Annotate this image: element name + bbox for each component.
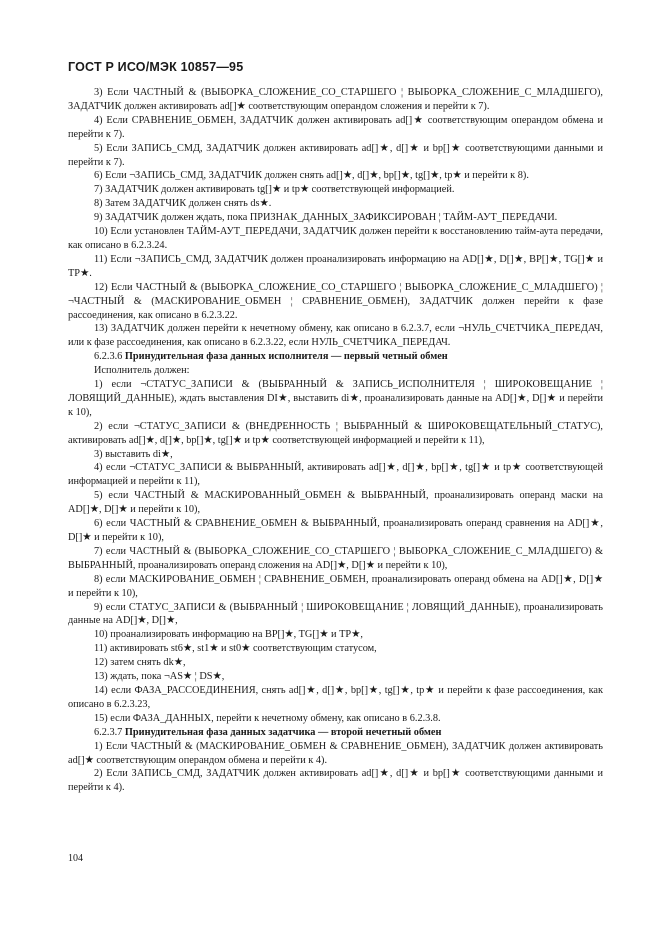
paragraph: 4) если ¬СТАТУС_ЗАПИСИ & ВЫБРАННЫЙ, активировать ad[]★, d[]★, bp[]★, tg[]★ и tp★ соответствующей информацией и перейти к 11), (68, 462, 603, 488)
paragraph: 11) Если ¬ЗАПИСЬ_СМД, ЗАДАТЧИК должен проанализировать информацию на AD[]★, D[]★, BP[]★, TG[]★ и TP★. (68, 253, 603, 279)
paragraph: 8) если МАСКИРОВАНИЕ_ОБМЕН ¦ СРАВНЕНИЕ_ОБМЕН, проанализировать операнд обмена на AD[]★, D[]★ и перейти к 10), (68, 573, 603, 599)
paragraph: 6) Если ¬ЗАПИСЬ_СМД, ЗАДАТЧИК должен снять ad[]★, d[]★, bp[]★, tg[]★, tp★ и перейти к 8). (94, 170, 529, 182)
section-title: Принудительная фаза данных задатчика — второй нечетный обмен (124, 726, 442, 738)
section-number: 6.2.3.7 (94, 726, 123, 738)
paragraph: 1) Если ЧАСТНЫЙ & (МАСКИРОВАНИЕ_ОБМЕН & СРАВНЕНИЕ_ОБМЕН), ЗАДАТЧИК должен активировать ad[]★ соответствующим операндом обмена и перейти к 4). (68, 740, 603, 766)
section-title: Принудительная фаза данных исполнителя — первый четный обмен (124, 351, 448, 363)
paragraph: 11) активировать st6★, st1★ и st0★ соответствующим статусом, (94, 643, 377, 655)
paragraph: 4) Если СРАВНЕНИЕ_ОБМЕН, ЗАДАТЧИК должен активировать ad[]★ соответствующим операндом обмена и перейти к 7). (68, 114, 603, 140)
paragraph: 14) если ФАЗА_РАССОЕДИНЕНИЯ, снять ad[]★, d[]★, bp[]★, tg[]★, tp★ и перейти к фазе рассоединения, как описано в 6.2.3.23, (68, 684, 603, 710)
paragraph: 12) затем снять dk★, (94, 657, 186, 669)
section-heading (68, 726, 603, 740)
paragraph: 9) если СТАТУС_ЗАПИСИ & (ВЫБРАННЫЙ ¦ ШИРОКОВЕЩАНИЕ ¦ ЛОВЯЩИЙ_ДАННЫЕ), проанализировать данные на AD[]★, D[]★, (68, 601, 603, 627)
paragraph: 5) если ЧАСТНЫЙ & МАСКИРОВАННЫЙ_ОБМЕН & ВЫБРАННЫЙ, проанализировать операнд маски на AD[]★, D[]★ и перейти к 10), (68, 490, 603, 516)
document-body (68, 86, 603, 795)
paragraph: 10) проанализировать информацию на BP[]★, TG[]★ и TP★, (94, 629, 363, 641)
paragraph: Исполнитель должен: (94, 365, 190, 377)
page-number: 104 (68, 853, 83, 864)
section-number: 6.2.3.6 (94, 351, 123, 363)
paragraph: 8) Затем ЗАДАТЧИК должен снять ds★. (94, 198, 272, 210)
paragraph: 6) если ЧАСТНЫЙ & СРАВНЕНИЕ_ОБМЕН & ВЫБРАННЫЙ, проанализировать операнд сравнения на AD[]★, D[]★ и перейти к 10), (68, 518, 603, 543)
paragraph: 15) если ФАЗА_ДАННЫХ, перейти к нечетному обмену, как описано в 6.2.3.8. (94, 712, 441, 724)
paragraph: 1) если ¬СТАТУС_ЗАПИСИ & (ВЫБРАННЫЙ & ЗАПИСЬ_ИСПОЛНИТЕЛЯ ¦ ШИРОКОВЕЩАНИЕ ¦ ЛОВЯЩИЙ_ДАННЫЕ), ждать выставления DI★, выставить di★, проанализировать данные на AD[]★, D[]★ и перейти к 10), (68, 379, 603, 418)
paragraph: 5) Если ЗАПИСЬ_СМД, ЗАДАТЧИК должен активировать ad[]★, d[]★ и bp[]★ соответствующими данными и перейти к 7). (68, 142, 603, 168)
paragraph: 13) ЗАДАТЧИК должен перейти к нечетному обмену, как описано в 6.2.3.7, если ¬НУЛЬ_СЧЕТЧИКА_ПЕРЕДАЧ, или к фазе рассоединения, как описано в 6.2.3.22, если НУЛЬ_СЧЕТЧИКА_ПЕРЕДАЧ. (68, 323, 603, 349)
paragraph: 9) ЗАДАТЧИК должен ждать, пока ПРИЗНАК_ДАННЫХ_ЗАФИКСИРОВАН ¦ ТАЙМ-АУТ_ПЕРЕДАЧИ. (94, 212, 558, 224)
paragraph: 7) если ЧАСТНЫЙ & (ВЫБОРКА_СЛОЖЕНИЕ_СО_СТАРШЕГО ¦ ВЫБОРКА_СЛОЖЕНИЕ_С_МЛАДШЕГО) & ВЫБРАННЫЙ, проанализировать операнд сложения на AD[]★, D[]★ и перейти к 10), (68, 545, 603, 571)
paragraph: 7) ЗАДАТЧИК должен активировать tg[]★ и tp★ соответствующей информацией. (94, 184, 455, 196)
paragraph: 2) если ¬СТАТУС_ЗАПИСИ & (ВНЕДРЕННОСТЬ ¦ ВЫБРАННЫЙ & ШИРОКОВЕЩАТЕЛЬНЫЙ_СТАТУС), активировать ad[]★, d[]★, bp[]★, tg[]★ и tp★ соответствующей информацией и перейти к 11), (68, 420, 603, 446)
paragraph: 2) Если ЗАПИСЬ_СМД, ЗАДАТЧИК должен активировать ad[]★, d[]★ и bp[]★ соответствующими данными и перейти к 4). (68, 768, 603, 794)
paragraph: 3) Если ЧАСТНЫЙ & (ВЫБОРКА_СЛОЖЕНИЕ_СО_СТАРШЕГО ¦ ВЫБОРКА_СЛОЖЕНИЕ_С_МЛАДШЕГО), ЗАДАТЧИК должен активировать ad[]★ соответствующим операндом сложения и перейти к 7). (68, 87, 603, 112)
page-header: ГОСТ Р ИСО/МЭК 10857—95 (68, 60, 244, 74)
paragraph: 10) Если установлен ТАЙМ-АУТ_ПЕРЕДАЧИ, ЗАДАТЧИК должен перейти к восстановлению тайм-аута передачи, как описано в 6.2.3.24. (68, 226, 603, 251)
section-heading (68, 350, 603, 364)
paragraph: 3) выставить di★, (94, 448, 173, 460)
paragraph: 13) ждать, пока ¬AS★ ¦ DS★, (94, 671, 225, 683)
paragraph: 12) Если ЧАСТНЫЙ & (ВЫБОРКА_СЛОЖЕНИЕ_СО_СТАРШЕГО ¦ ВЫБОРКА_СЛОЖЕНИЕ_С_МЛАДШЕГО) ¦ ¬ЧАСТНЫЙ & (МАСКИРОВАНИЕ_ОБМЕН ¦ СРАВНЕНИЕ_ОБМЕН), ЗАДАТЧИК должен перейти к фазе рассоединения, как описано в 6.2.3.22. (68, 281, 603, 321)
